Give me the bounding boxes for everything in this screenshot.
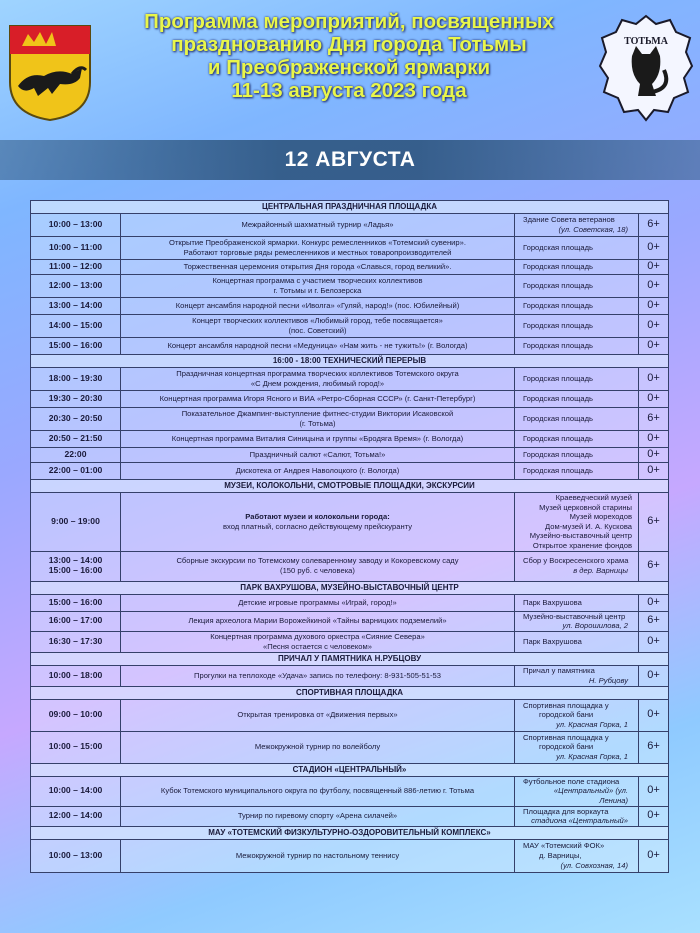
place-cell [515,431,639,448]
section-row [31,355,669,368]
event-address: стадиона «Центральный» [531,816,628,826]
event-place: городской бани [539,742,594,752]
age-rating: 0+ [639,448,669,463]
event-cell [121,731,515,763]
event-address: (ул. Советская, 18) [558,225,628,234]
event-detail: «Песня остается с человеком» [263,641,372,651]
event-place: МАУ «Тотемский ФОК» [523,841,605,851]
place-cell [515,551,639,581]
event-title: Концерт ансамбля народной песни «Медуница» «Нам жить - не тужить!» (г. Вологда) [167,341,468,351]
event-detail: Работают торговые ряды ремесленников и местных товаропроизводителей [183,248,452,257]
event-place: Городская площадь [523,281,593,291]
event-title: Концерт ансамбля народной песни «Иволга» «Гуляй, народ!» (пос. Юбилейный) [175,301,460,311]
event-place: Парк Вахрушова [523,636,582,646]
event-place: Городская площадь [523,341,593,351]
event-time: 20:30 – 20:50 [48,413,103,424]
time-cell [31,408,121,431]
age-rating: 0+ [639,463,669,480]
event-cell [121,631,515,652]
age-rating: 0+ [639,391,669,408]
section-header: МАУ «ТОТЕМСКИЙ ФИЗКУЛЬТУРНО-ОЗДОРОВИТЕЛЬНЫЙ КОМПЛЕКС» [31,826,669,839]
table-row [31,463,669,480]
table-row [31,631,669,652]
event-cell [121,431,515,448]
time-cell [31,298,121,315]
event-title: Праздничный салют «Салют, Тотьма!» [249,450,386,460]
schedule-table [30,200,669,873]
event-cell [121,408,515,431]
event-time: 9:00 – 19:00 [51,515,100,526]
event-title: Концерт творческих коллективов «Любимый город, тебе посвящается» [192,316,443,326]
event-title: Концертная программа духового оркестра «Сияние Севера» [210,632,425,642]
event-title: Открытая тренировка от «Движения первых» [237,710,398,720]
age-rating: 0+ [639,275,669,298]
event-time: 15:00 – 16:00 [48,565,103,576]
event-cell [121,298,515,315]
time-cell [31,448,121,463]
section-row [31,686,669,699]
table-row [31,431,669,448]
event-cell [121,611,515,631]
place-cell [515,594,639,611]
table-row [31,338,669,355]
event-place: Городская площадь [523,394,593,404]
place-cell [515,214,639,237]
place-cell [515,631,639,652]
section-row [31,763,669,776]
section-header: СПОРТИВНАЯ ПЛОЩАДКА [31,686,669,699]
event-place: Площадка для воркаута [523,806,609,816]
place-cell [515,368,639,391]
event-time: 16:30 – 17:30 [48,635,103,646]
event-place: Музейно-выставочный центр [529,531,632,541]
event-place: д. Варницы, [539,850,582,860]
event-time: 13:00 – 14:00 [48,555,103,566]
header [0,0,700,138]
event-title: Лекция археолога Марии Ворожейкиной «Тайны варницких подземелий» [188,616,447,626]
event-place: Причал у памятника [523,666,595,676]
age-rating: 0+ [639,665,669,686]
table-row [31,806,669,826]
event-place: Музейно-выставочный центр [523,611,626,621]
table-row [31,408,669,431]
section-row [31,480,669,493]
time-cell [31,731,121,763]
event-time: 15:00 – 16:00 [48,596,103,607]
event-time: 10:00 – 13:00 [48,219,103,230]
age-rating: 0+ [639,260,669,275]
table-row [31,237,669,260]
event-address: ул. Красная Горка, 1 [556,720,628,730]
event-place: Дом-музей И. А. Кускова [545,521,632,531]
section-header: МУЗЕИ, КОЛОКОЛЬНИ, СМОТРОВЫЕ ПЛОЩАДКИ, ЭКСКУРСИИ [31,480,669,493]
section-header: СТАДИОН «ЦЕНТРАЛЬНЫЙ» [31,763,669,776]
table-row [31,391,669,408]
svg-text:ТОТЬМА: ТОТЬМА [624,36,668,47]
event-title: Дискотека от Андрея Наволоцкого (г. Вологда) [235,466,400,476]
age-rating: 0+ [639,298,669,315]
event-place: Открытое хранение фондов [532,540,632,550]
event-title: Межокружной турнир по настольному теннису [235,850,400,860]
event-title: Прогулки на теплоходе «Удача» запись по телефону: 8-931-505-51-53 [194,670,441,680]
time-cell [31,611,121,631]
age-rating: 0+ [639,806,669,826]
time-cell [31,315,121,338]
place-cell [515,298,639,315]
event-time: 15:00 – 16:00 [48,340,103,351]
event-address: ул. Красная Горка, 1 [556,752,628,762]
event-address: «Центральный» (ул. Ленина) [553,786,628,805]
schedule-body [31,201,669,873]
event-cell [121,275,515,298]
section-header: ЦЕНТРАЛЬНАЯ ПРАЗДНИЧНАЯ ПЛОЩАДКА [31,201,669,214]
event-detail: (пос. Советский) [288,326,347,335]
time-cell [31,338,121,355]
event-cell [121,463,515,480]
age-rating: 0+ [639,338,669,355]
time-cell [31,594,121,611]
time-cell [31,699,121,731]
table-row [31,368,669,391]
event-place: Сбор у Воскресенского храма [523,556,629,566]
event-time: 10:00 – 14:00 [48,785,103,796]
event-cell [121,594,515,611]
age-rating: 0+ [639,431,669,448]
event-title: Показательное Джампинг-выступление фитнес-студии Виктории Исаковской [181,409,454,419]
event-place: Здание Совета ветеранов [523,215,615,225]
section-header: ПРИЧАЛ У ПАМЯТНИКА Н.РУБЦОВУ [31,652,669,665]
event-place: Городская площадь [523,243,593,253]
age-rating: 0+ [639,839,669,872]
event-title: Кубок Тотемского муниципального округа по футболу, посвященный 886-летию г. Тотьма [160,786,475,796]
event-title: Турнир по гиревому спорту «Арена силачей» [237,811,398,821]
event-title: Межрайонный шахматный турнир «Ладья» [241,220,394,230]
title-line: 11-13 августа 2023 года [231,79,467,102]
event-time: 16:00 – 17:00 [48,615,103,626]
totma-logo-icon [598,12,694,124]
table-row [31,594,669,611]
event-place: Парк Вахрушова [523,597,582,607]
table-row [31,214,669,237]
event-place: Городская площадь [523,414,593,424]
event-detail: «С Днем рождения, любимый город!» [250,379,385,388]
event-place: Музей мореходов [569,512,632,522]
day-banner [0,140,700,180]
event-cell [121,260,515,275]
age-rating: 0+ [639,594,669,611]
place-cell [515,699,639,731]
table-row [31,776,669,806]
event-time: 12:00 – 13:00 [48,280,103,291]
event-detail: (150 руб. с человека) [280,566,355,576]
event-time: 13:00 – 14:00 [48,300,103,311]
event-time: 10:00 – 13:00 [48,849,103,860]
event-place: Спортивная площадка у [523,732,609,742]
event-place: Футбольное поле стадиона [523,776,620,786]
event-time: 18:00 – 19:30 [48,373,103,384]
event-detail: г. Тотьмы и г. Белозерска [273,286,362,295]
event-cell [121,338,515,355]
place-cell [515,391,639,408]
event-time: 12:00 – 14:00 [48,810,103,821]
event-place: Городская площадь [523,450,593,460]
section-row [31,652,669,665]
time-cell [31,665,121,686]
event-address: (ул. Совхозная, 14) [560,860,628,870]
event-title: Концертная программа Виталия Синицына и группы «Бродяга Время» (г. Вологда) [171,434,464,444]
time-cell [31,431,121,448]
event-place: Городская площадь [523,262,593,272]
event-title: Торжественная церемония открытия Дня города «Славься, город великий». [183,262,452,272]
event-cell [121,391,515,408]
age-rating: 6+ [639,214,669,237]
event-title: Работают музеи и колокольни города: [245,512,390,522]
place-cell [515,275,639,298]
event-detail: вход платный, согласно действующему прейскуранту [222,521,413,531]
event-time: 10:00 – 11:00 [48,242,103,253]
table-row [31,315,669,338]
time-cell [31,214,121,237]
time-cell [31,839,121,872]
time-cell [31,368,121,391]
table-row [31,611,669,631]
table-row [31,665,669,686]
event-place: Краеведческий музей [555,493,632,502]
section-row [31,581,669,594]
event-cell [121,551,515,581]
time-cell [31,237,121,260]
place-cell [515,493,639,552]
place-cell [515,315,639,338]
age-rating: 6+ [639,493,669,552]
event-address: Н. Рубцову [588,675,628,685]
time-cell [31,806,121,826]
place-cell [515,731,639,763]
place-cell [515,776,639,806]
schedule-table-wrapper [30,200,668,873]
event-place: Музей церковной старины [539,502,632,512]
age-rating: 0+ [639,315,669,338]
title-line: и Преображенской ярмарки [207,56,491,79]
section-row [31,826,669,839]
table-row [31,551,669,581]
place-cell [515,665,639,686]
age-rating: 6+ [639,731,669,763]
page-title [96,10,602,102]
time-cell [31,631,121,652]
time-cell [31,260,121,275]
event-time: 19:30 – 20:30 [48,393,103,404]
place-cell [515,611,639,631]
event-cell [121,493,515,552]
event-place: Городская площадь [523,466,593,476]
event-cell [121,237,515,260]
event-cell [121,665,515,686]
time-cell [31,463,121,480]
event-time: 14:00 – 15:00 [48,320,103,331]
place-cell [515,260,639,275]
event-place: городской бани [539,710,594,720]
event-time: 09:00 – 10:00 [48,709,103,720]
event-address: ул. Ворошилова, 2 [562,621,628,631]
section-header: 16:00 - 18:00 ТЕХНИЧЕСКИЙ ПЕРЕРЫВ [31,355,669,368]
section-header: ПАРК ВАХРУШОВА, МУЗЕЙНО-ВЫСТАВОЧНЫЙ ЦЕНТР [31,581,669,594]
event-cell [121,806,515,826]
event-title: Открытие Преображенской ярмарки. Конкурс ремесленников «Тотемский сувенир». [169,238,466,248]
event-cell [121,839,515,872]
event-title: Детские игровые программы «Играй, город!» [238,597,397,607]
title-line: празднованию Дня города Тотьмы [171,33,527,56]
table-row [31,448,669,463]
table-row [31,699,669,731]
event-cell [121,776,515,806]
event-time: 22:00 – 01:00 [48,465,103,476]
time-cell [31,391,121,408]
event-title: Межокружной турнир по волейболу [254,742,381,752]
table-row [31,731,669,763]
section-row [31,201,669,214]
place-cell [515,839,639,872]
title-line: Программа мероприятий, посвященных [144,10,554,33]
event-place: Городская площадь [523,321,593,331]
event-title: Концертная программа с участием творческих коллективов [212,276,423,286]
age-rating: 6+ [639,408,669,431]
place-cell [515,237,639,260]
age-rating: 0+ [639,368,669,391]
event-title: Концертная программа Игоря Ясного и ВИА «Ретро-Сборная СССР» (г. Санкт-Петербург) [159,394,476,404]
event-place: Спортивная площадка у [523,700,609,710]
event-cell [121,214,515,237]
table-row [31,275,669,298]
event-place: Городская площадь [523,434,593,444]
table-row [31,298,669,315]
day-label: 12 АВГУСТА [284,148,416,171]
event-time: 20:50 – 21:50 [48,433,103,444]
age-rating: 0+ [639,631,669,652]
age-rating: 0+ [639,699,669,731]
event-title: Сборные экскурсии по Тотемскому солеваренному заводу и Кокоревскому саду [176,556,459,566]
event-title: Праздничная концертная программа творческих коллективов Тотемского округа [176,369,459,379]
table-row [31,493,669,552]
event-place: Городская площадь [523,301,593,311]
coat-of-arms-icon [8,24,92,122]
event-cell [121,699,515,731]
event-cell [121,368,515,391]
event-cell [121,315,515,338]
place-cell [515,806,639,826]
place-cell [515,408,639,431]
place-cell [515,338,639,355]
age-rating: 0+ [639,776,669,806]
table-row [31,260,669,275]
event-cell [121,448,515,463]
time-cell [31,493,121,552]
place-cell [515,448,639,463]
time-cell [31,776,121,806]
age-rating: 6+ [639,611,669,631]
age-rating: 0+ [639,237,669,260]
event-place: Городская площадь [523,374,593,384]
event-time: 22:00 [64,449,87,460]
age-rating: 6+ [639,551,669,581]
time-cell [31,275,121,298]
event-time: 10:00 – 15:00 [48,741,103,752]
event-detail: (г. Тотьма) [299,419,336,428]
event-time: 10:00 – 18:00 [48,669,103,680]
place-cell [515,463,639,480]
time-cell [31,551,121,581]
table-row [31,839,669,872]
event-address: в дер. Варницы [573,566,628,576]
event-time: 11:00 – 12:00 [48,261,103,272]
